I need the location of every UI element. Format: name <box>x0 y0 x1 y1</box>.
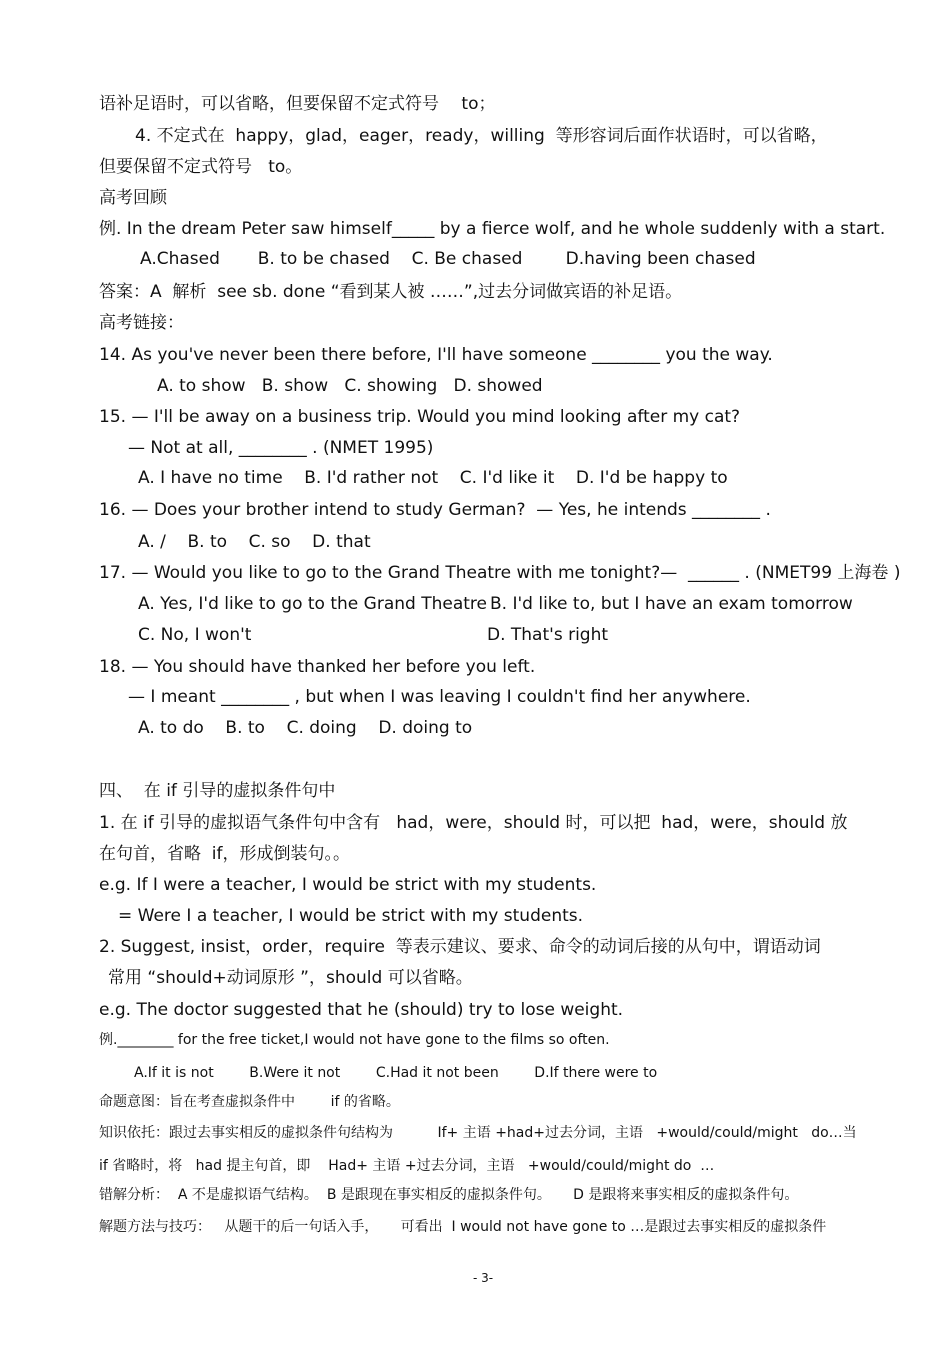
question-15: 15. — I'll be away on a business trip. Would you mind looking after my cat? <box>99 407 741 427</box>
analysis-method: 解题方法与技巧： 从题干的后一句话入手， 可看出 I would not have gone to …是跟过去事实相反的虚拟条件 <box>99 1219 827 1235</box>
question-17-option-d: D. That's right <box>487 625 609 645</box>
example-2-options: A.If it is not B.Were it not C.Had it not been D.If there were to <box>134 1065 658 1081</box>
example-options: A.Chased B. to be chased C. Be chased D.having been chased <box>140 249 756 269</box>
question-17: 17. — Would you like to go to the Grand Theatre with me tonight?— ______ . (NMET99 上海卷 ) <box>99 563 901 583</box>
analysis-intent: 命题意图：旨在考查虚拟条件中 if 的省略。 <box>99 1094 400 1110</box>
section-heading-review: 高考回顾 <box>99 188 167 208</box>
analysis-knowledge-cont: if 省略时，将 had 提主句首，即 Had+ 主语 +过去分词，主语 +would/could/might do … <box>99 1158 715 1174</box>
rule-1: 1. 在 if 引导的虚拟语气条件句中含有 had，were，should 时，可以把 had，were，should 放 <box>99 813 848 833</box>
question-14-options: A. to show B. show C. showing D. showed <box>157 376 543 396</box>
question-14: 14. As you've never been there before, I'll have someone ________ you the way. <box>99 345 773 365</box>
analysis-errors: 错解分析： A 不是虚拟语气结构。 B 是跟现在事实相反的虚拟条件句。 D 是跟将来事实相反的虚拟条件句。 <box>99 1187 799 1203</box>
question-18-options: A. to do B. to C. doing D. doing to <box>138 718 473 738</box>
rule-2-example: e.g. The doctor suggested that he (should) try to lose weight. <box>99 1000 624 1020</box>
question-15-reply: — Not at all, ________ . (NMET 1995) <box>128 438 434 458</box>
question-18: 18. — You should have thanked her before you left. <box>99 657 536 677</box>
example-2-question: 例.________ for the free ticket,I would not have gone to the films so often. <box>99 1032 610 1048</box>
rule-2-cont: 常用 “should+动词原形 ”，should 可以省略。 <box>108 968 473 988</box>
text-line-3: 但要保留不定式符号 to。 <box>99 157 303 177</box>
question-17-option-b: B. I'd like to, but I have an exam tomorrow <box>490 594 853 614</box>
section-heading-links: 高考链接： <box>99 313 184 333</box>
rule-1-example: e.g. If I were a teacher, I would be strict with my students. <box>99 875 597 895</box>
rule-1-cont: 在句首，省略 if，形成倒装句。。 <box>99 844 351 864</box>
question-15-options: A. I have no time B. I'd rather not C. I'd like it D. I'd be happy to <box>138 468 728 488</box>
example-answer: 答案：A 解析 see sb. done “看到某人被 ……”,过去分词做宾语的补足语。 <box>99 282 683 302</box>
question-16: 16. — Does your brother intend to study German? — Yes, he intends ________ . <box>99 500 771 520</box>
question-16-options: A. / B. to C. so D. that <box>138 532 371 552</box>
question-18-reply: — I meant ________ , but when I was leaving I couldn't find her anywhere. <box>128 687 751 707</box>
text-line-2: 4. 不定式在 happy，glad，eager，ready，willing 等形容词后面作状语时，可以省略， <box>135 126 828 146</box>
rule-1-example-inverted: = Were I a teacher, I would be strict with my students. <box>118 906 584 926</box>
text-line-1: 语补足语时，可以省略，但要保留不定式符号 to； <box>99 94 496 114</box>
section-heading-four: 四、 在 if 引导的虚拟条件句中 <box>99 781 336 801</box>
rule-2: 2. Suggest, insist，order，require 等表示建议、要求、命令的动词后接的从句中，谓语动词 <box>99 937 821 957</box>
question-17-option-a: A. Yes, I'd like to go to the Grand Theatre <box>138 594 487 614</box>
page-number: - 3- <box>473 1271 494 1285</box>
analysis-knowledge: 知识依托：跟过去事实相反的虚拟条件句结构为 If+ 主语 +had+过去分词，主语 +would/could/might do…当 <box>99 1125 857 1141</box>
question-17-option-c: C. No, I won't <box>138 625 252 645</box>
example-question: 例. In the dream Peter saw himself_____ by a fierce wolf, and he whole suddenly with a start. <box>99 219 886 239</box>
